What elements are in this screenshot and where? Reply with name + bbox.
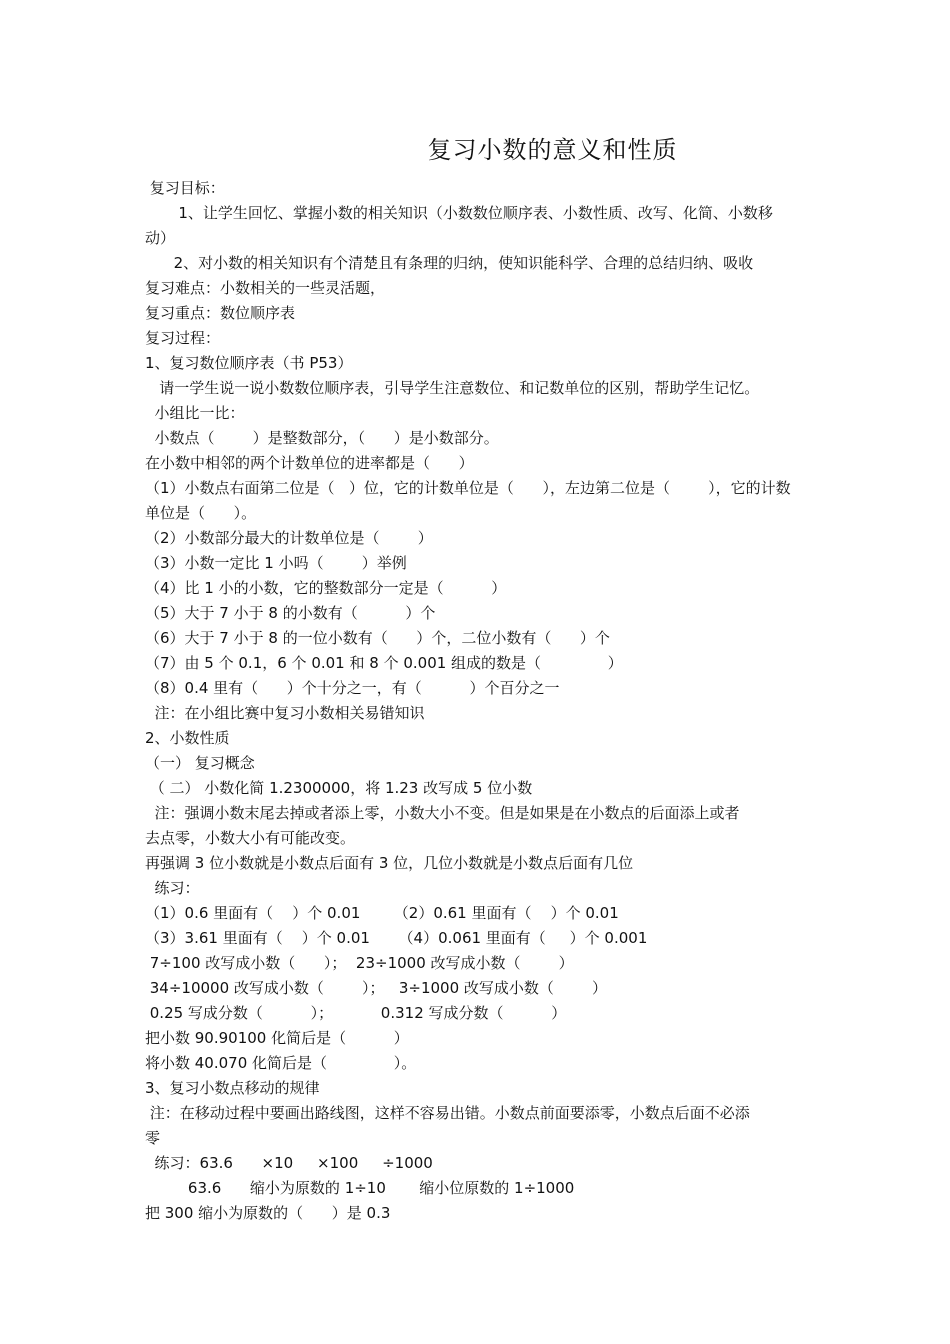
body-line: （3）小数一定比 1 小吗（ ）举例 xyxy=(145,554,407,572)
body-line: （1）小数点右面第二位是（ ）位，它的计数单位是（ ），左边第二位是（ ），它的计数 xyxy=(145,479,791,497)
body-line: 去点零，小数大小有可能改变。 xyxy=(145,829,356,847)
body-line: 注：在小组比赛中复习小数相关易错知识 xyxy=(145,704,425,722)
body-line: 把 300 缩小为原数的（ ）是 0.3 xyxy=(145,1204,391,1222)
body-line: （6）大于 7 小于 8 的一位小数有（ ）个，二位小数有（ ）个 xyxy=(145,629,610,647)
body-line: 0.25 写成分数（ ）； 0.312 写成分数（ ） xyxy=(145,1004,567,1022)
body-line: 动） xyxy=(145,229,176,247)
body-line: （8）0.4 里有（ ）个十分之一，有（ ）个百分之一 xyxy=(145,679,560,697)
body-line: （ 二） 小数化简 1.2300000，将 1.23 改写成 5 位小数 xyxy=(145,779,533,797)
body-line: 请一学生说一说小数数位顺序表，引导学生注意数位、和记数单位的区别，帮助学生记忆。 xyxy=(145,379,760,397)
body-line: 复习重点：数位顺序表 xyxy=(145,304,296,322)
body-line: （1）0.6 里面有（ ）个 0.01 （2）0.61 里面有（ ）个 0.01 xyxy=(145,904,619,922)
body-line: 复习过程： xyxy=(145,329,221,347)
body-line: 在小数中相邻的两个计数单位的进率都是（ ） xyxy=(145,454,474,472)
body-line: 练习： xyxy=(145,879,200,897)
body-line: 复习难点：小数相关的一些灵活题， xyxy=(145,279,386,297)
body-line: 把小数 90.90100 化简后是（ ） xyxy=(145,1029,409,1047)
body-line: 单位是（ ）。 xyxy=(145,504,257,522)
body-line: 再强调 3 位小数就是小数点后面有 3 位，几位小数就是小数点后面有几位 xyxy=(145,854,634,872)
body-line: 7÷100 改写成小数（ ）； 23÷1000 改写成小数（ ） xyxy=(145,954,574,972)
document-title: 复习小数的意义和性质 xyxy=(427,136,678,164)
body-line: 2、对小数的相关知识有个清楚且有条理的归纳，使知识能科学、合理的总结归纳、吸收 xyxy=(145,254,754,272)
body-line: 零 xyxy=(145,1129,161,1147)
body-line: 3、复习小数点移动的规律 xyxy=(145,1079,320,1097)
body-line: 1、让学生回忆、掌握小数的相关知识（小数数位顺序表、小数性质、改写、化简、小数移 xyxy=(145,204,773,222)
body-line: 练习：63.6 ×10 ×100 ÷1000 xyxy=(145,1154,433,1172)
body-line: （一） 复习概念 xyxy=(145,754,255,772)
body-line: （2）小数部分最大的计数单位是（ ） xyxy=(145,529,433,547)
body-line: （3）3.61 里面有（ ）个 0.01 （4）0.061 里面有（ ）个 0.001 xyxy=(145,929,648,947)
body-line: 小数点（ ）是整数部分，（ ）是小数部分。 xyxy=(145,429,499,447)
body-line: 63.6 缩小为原数的 1÷10 缩小位原数的 1÷1000 xyxy=(145,1179,575,1197)
body-line: 注：在移动过程中要画出路线图，这样不容易出错。小数点前面要添零，小数点后面不必添 xyxy=(145,1104,750,1122)
body-line: 1、复习数位顺序表（书 P53） xyxy=(145,354,353,372)
body-line: 2、小数性质 xyxy=(145,729,230,747)
body-line: （7）由 5 个 0.1，6 个 0.01 和 8 个 0.001 组成的数是（ ） xyxy=(145,654,623,672)
body-line: 小组比一比： xyxy=(145,404,245,422)
body-line: 将小数 40.070 化简后是（ ）。 xyxy=(145,1054,417,1072)
body-line: 34÷10000 改写成小数（ ）； 3÷1000 改写成小数（ ） xyxy=(145,979,608,997)
body-line: 复习目标： xyxy=(145,179,225,197)
body-line: 注：强调小数末尾去掉或者添上零，小数大小不变。但是如果是在小数点的后面添上或者 xyxy=(145,804,740,822)
body-line: （5）大于 7 小于 8 的小数有（ ）个 xyxy=(145,604,436,622)
body-line: （4）比 1 小的小数，它的整数部分一定是（ ） xyxy=(145,579,507,597)
